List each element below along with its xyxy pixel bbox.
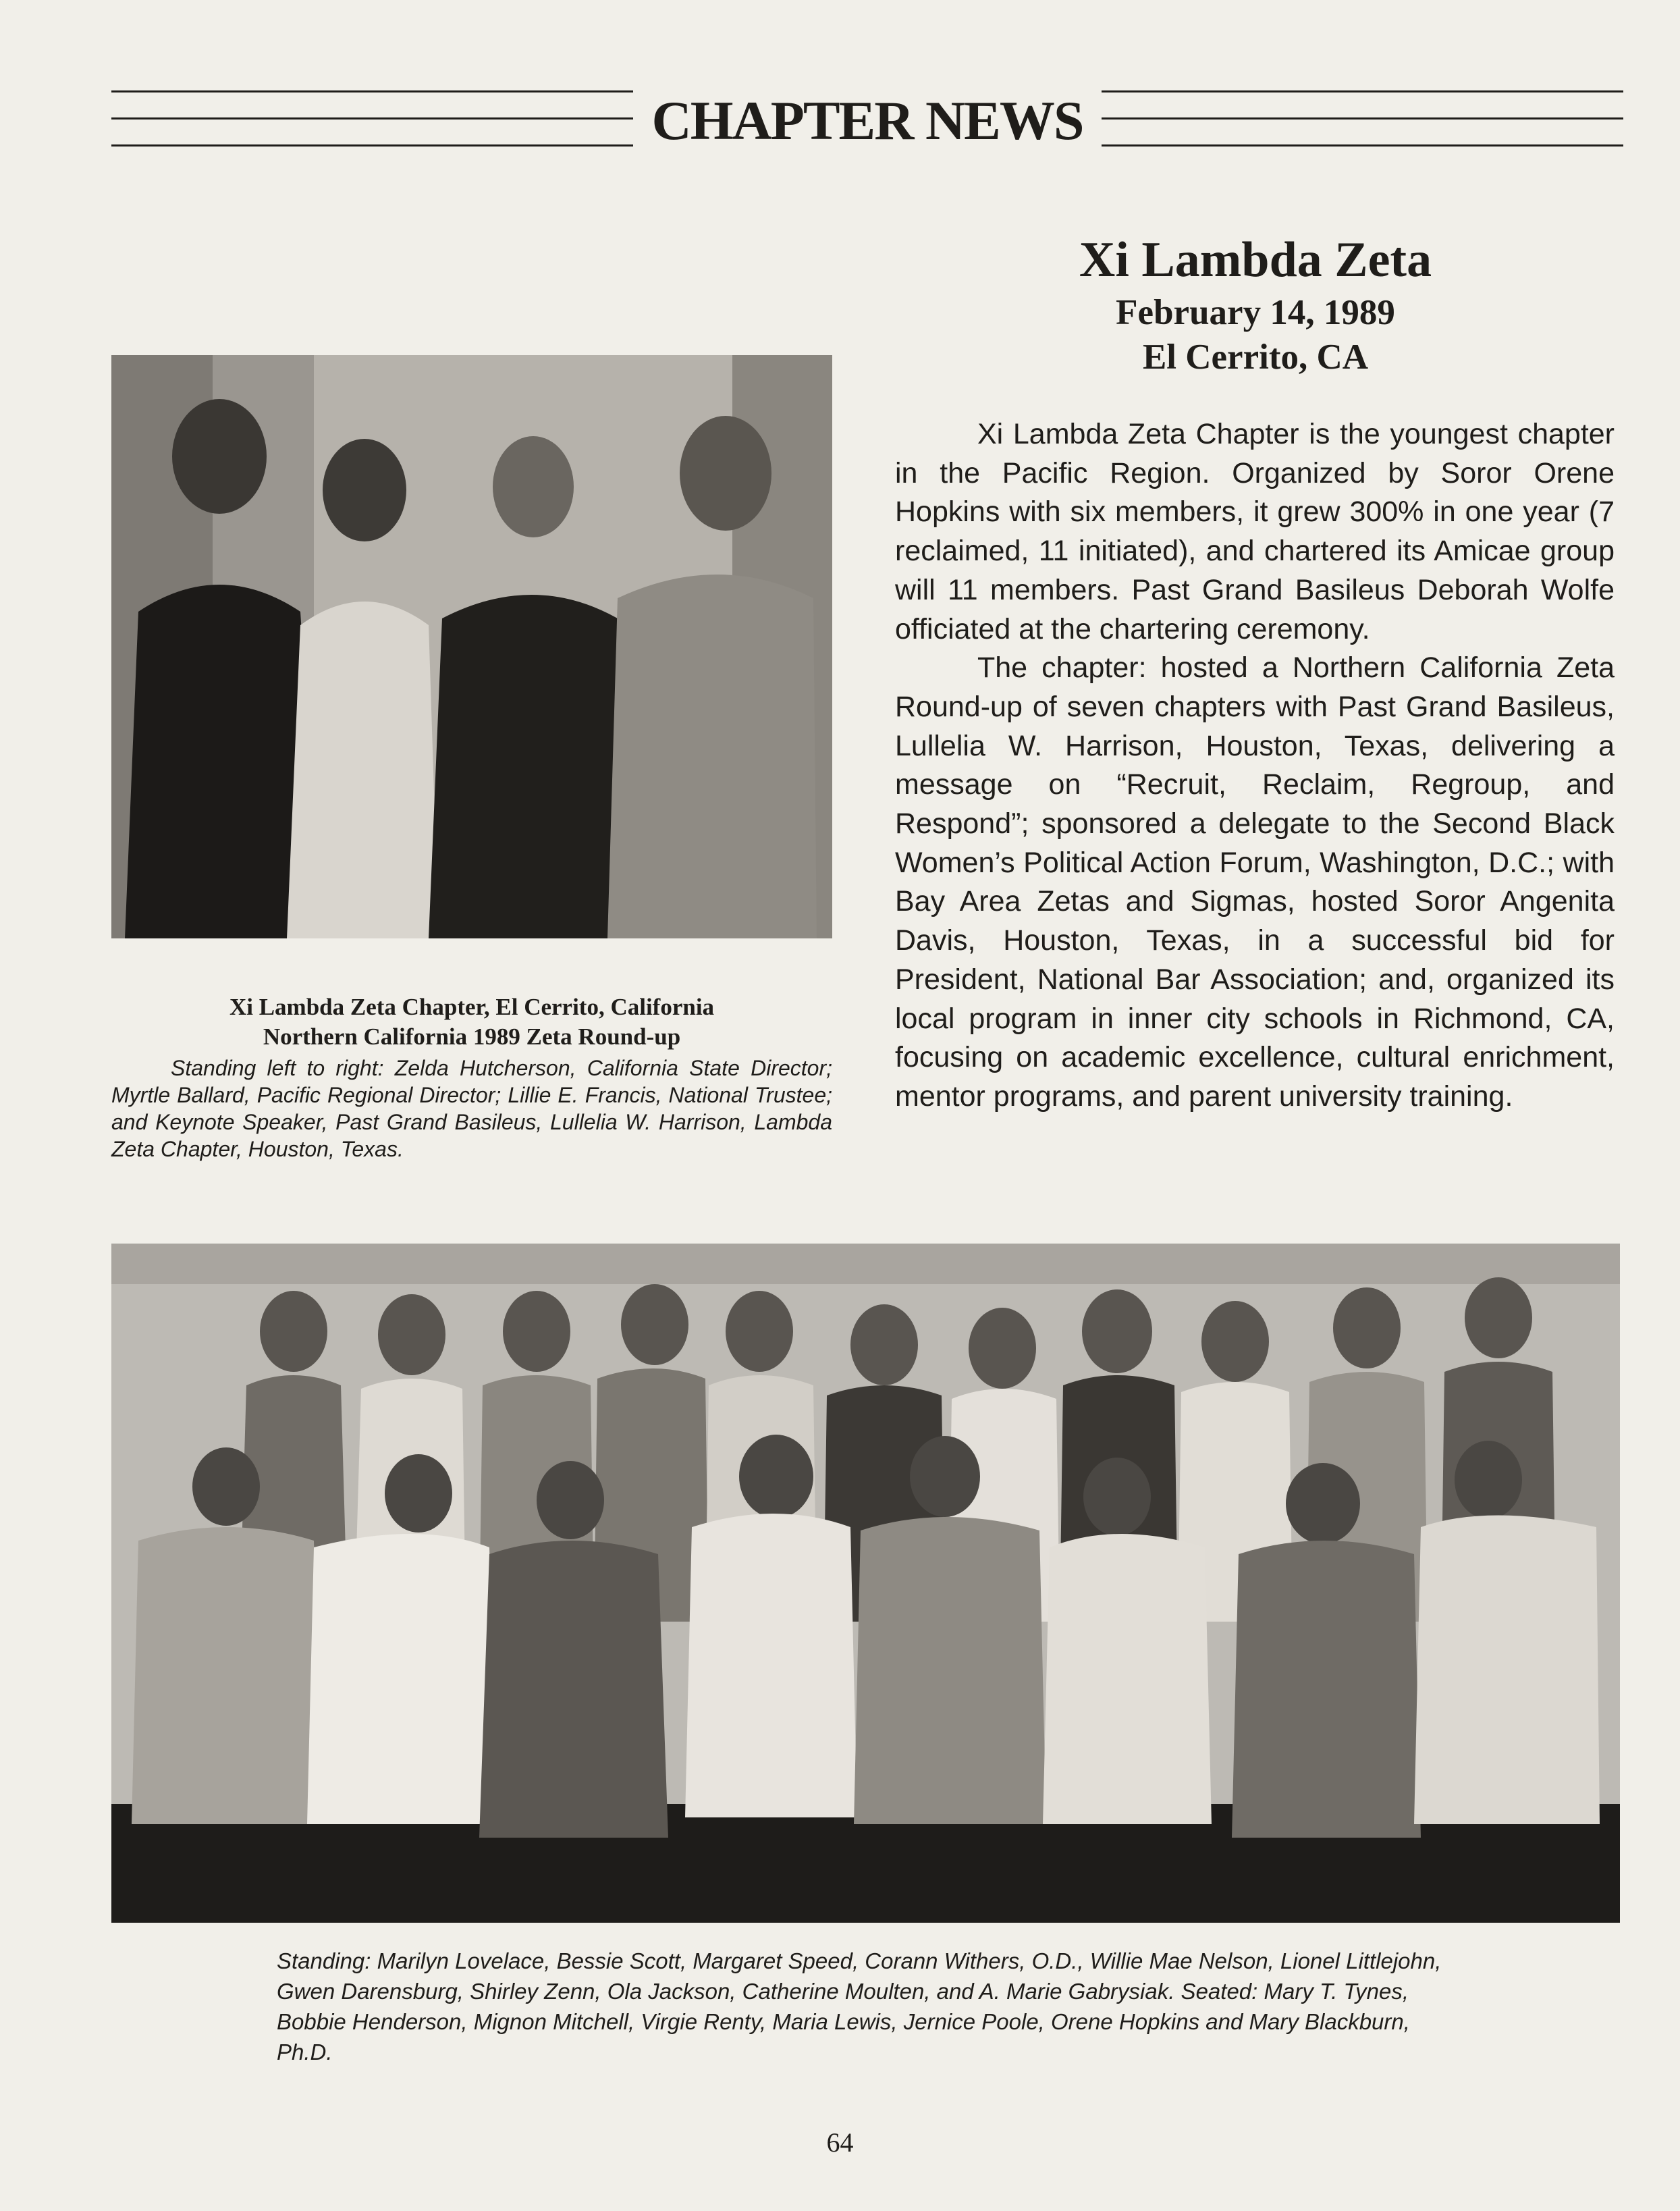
article-place: El Cerrito, CA: [1142, 338, 1369, 377]
article-title: Xi Lambda Zeta: [1079, 232, 1432, 288]
caption-title-line2: Northern California 1989 Zeta Round-up: [263, 1023, 681, 1050]
section-header: [111, 86, 1623, 154]
article-paragraph: The chapter: hosted a Northern California Zeta Round-up of seven chapters with Past Grand Basileus, Lullelia W. Harrison, Houston, Texas, delivering a message on “Recruit, Reclaim, Regroup, and Respond”; sponsored a delegate to the Second Black Women’s Political Action Forum, Washington, D.C.; with Bay Area Zetas and Sigmas, hosted Soror Angenita Davis, Houston, Texas, in a successful bid for President, National Bar Association; and, organized its local program in inner city schools in Richmond, CA, focusing on academic excellence, cultural enrichment, mentor programs, and parent university training.: [895, 651, 1615, 1113]
caption-title-line1: Xi Lambda Zeta Chapter, El Cerrito, California: [229, 994, 715, 1020]
photo-top-caption: [111, 992, 832, 1163]
caption-text: Standing left to right: Zelda Hutcherson, California State Director; Myrtle Ballard, Pacific Regional Director; Lillie E. Francis, National Trustee; and Keynote Speaker, Past Grand Basileus, Lullelia W. Harrison, Lambda Zeta Chapter, Houston, Texas.: [111, 1056, 832, 1161]
article-body: [895, 415, 1615, 1117]
article-paragraph: Xi Lambda Zeta Chapter is the youngest chapter in the Pacific Region. Organized by Soror Orene Hopkins with six members, it grew 300% in one year (7 reclaimed, 11 initiated), and chartered its Amicae group will 11 members. Past Grand Basileus Deborah Wolfe officiated at the chartering ceremony.: [895, 418, 1615, 645]
photo-bottom-caption: Standing: Marilyn Lovelace, Bessie Scott, Margaret Speed, Corann Withers, O.D., Willie Mae Nelson, Lionel Littlejohn, Gwen Darensburg, Shirley Zenn, Ola Jackson, Catherine Moulten, and A. Marie Gabrysiak. Seated: Mary T. Tynes, Bobbie Henderson, Mignon Mitchell, Virgie Renty, Maria Lewis, Jernice Poole, Orene Hopkins and Mary Blackburn, Ph.D.: [277, 1948, 1442, 2065]
page-number: 64: [826, 2127, 854, 2158]
section-title: CHAPTER NEWS: [111, 93, 1623, 149]
article-header: [891, 230, 1620, 379]
article-date: February 14, 1989: [1116, 293, 1395, 332]
photo-bottom: [111, 1244, 1620, 1923]
photo-top: [111, 355, 832, 938]
